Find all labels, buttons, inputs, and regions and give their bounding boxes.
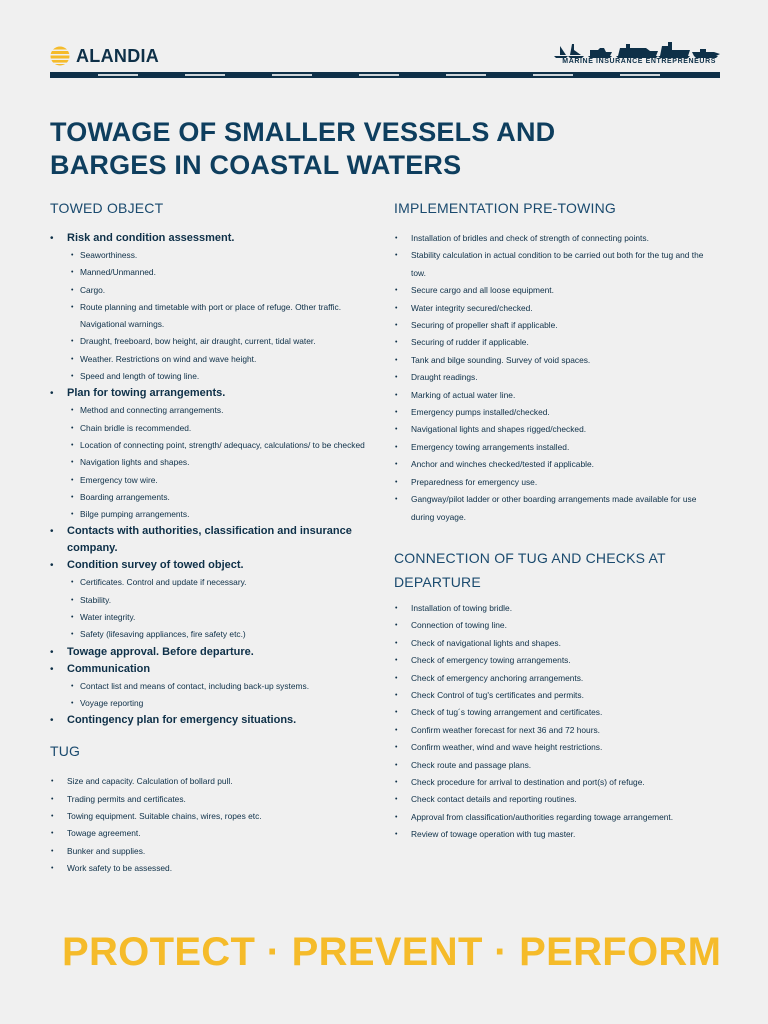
- implementation-item: • Securing of rudder if applicable.: [394, 334, 714, 351]
- header-divider: [50, 72, 720, 78]
- connection-list: [394, 600, 714, 844]
- tug-item: • Work safety to be assessed.: [50, 860, 370, 877]
- towed-object-subitem: • Method and connecting arrangements.: [69, 402, 370, 419]
- towed-object-item: [50, 661, 370, 713]
- towed-object-subitem: • Seaworthiness.: [69, 247, 370, 264]
- towed-object-heading: TOWED OBJECT: [50, 200, 164, 216]
- connection-item: • Check of tug´s towing arrangement and certificates.: [394, 704, 714, 721]
- towed-object-subitem: • Safety (lifesaving appliances, fire safety etc.): [69, 626, 370, 643]
- towed-object-subitem: • Manned/Unmanned.: [69, 264, 370, 281]
- connection-item: • Installation of towing bridle.: [394, 600, 714, 617]
- implementation-item: • Marking of actual water line.: [394, 387, 714, 404]
- tug-item: • Trading permits and certificates.: [50, 791, 370, 808]
- implementation-item: • Emergency towing arrangements installed.: [394, 439, 714, 456]
- alandia-logo: [50, 44, 159, 68]
- tug-list: [50, 773, 370, 877]
- connection-item: • Connection of towing line.: [394, 617, 714, 634]
- towed-object-subitem: • Stability.: [69, 592, 370, 609]
- towed-object-subitem: • Voyage reporting: [69, 695, 370, 712]
- tug-item: • Towage agreement.: [50, 825, 370, 842]
- implementation-item: • Anchor and winches checked/tested if applicable.: [394, 456, 714, 473]
- towed-object-subitem: • Cargo.: [69, 282, 370, 299]
- implementation-heading: IMPLEMENTATION PRE-TOWING: [394, 200, 617, 216]
- towed-object-subitem: • Weather. Restrictions on wind and wave height.: [69, 351, 370, 368]
- implementation-item: • Securing of propeller shaft if applicable.: [394, 317, 714, 334]
- connection-item: • Confirm weather, wind and wave height restrictions.: [394, 739, 714, 756]
- page-header: [50, 40, 720, 80]
- towed-object-item: [50, 644, 370, 661]
- towed-object-item: [50, 523, 370, 557]
- connection-item: • Check of navigational lights and shapes.: [394, 635, 714, 652]
- implementation-item: • Gangway/pilot ladder or other boarding arrangements made available for use during voyage.: [394, 491, 714, 526]
- towed-object-subitem: • Water integrity.: [69, 609, 370, 626]
- tug-item: • Size and capacity. Calculation of bollard pull.: [50, 773, 370, 790]
- tug-item: • Bunker and supplies.: [50, 843, 370, 860]
- implementation-item: • Emergency pumps installed/checked.: [394, 404, 714, 421]
- towed-object-subitem: • Certificates. Control and update if necessary.: [69, 574, 370, 591]
- implementation-item: • Water integrity secured/checked.: [394, 300, 714, 317]
- connection-item: • Check of emergency anchoring arrangements.: [394, 670, 714, 687]
- tug-section: [50, 743, 370, 877]
- left-column: [50, 200, 370, 878]
- towed-object-subitem: • Route planning and timetable with port or place of refuge. Other traffic. Navigational warnings.: [69, 299, 370, 334]
- towed-object-sublist: [67, 402, 370, 523]
- brand-name: ALANDIA: [76, 45, 160, 66]
- towed-object-subitem: • Boarding arrangements.: [69, 489, 370, 506]
- connection-section: [394, 546, 714, 844]
- towed-object-subitem: • Navigation lights and shapes.: [69, 454, 370, 471]
- implementation-item: • Preparedness for emergency use.: [394, 474, 714, 491]
- implementation-item: • Installation of bridles and check of strength of connecting points.: [394, 230, 714, 247]
- towed-object-subitem: • Draught, freeboard, bow height, air draught, current, tidal water.: [69, 333, 370, 350]
- towed-object-item: [50, 385, 370, 523]
- connection-item: • Review of towage operation with tug master.: [394, 826, 714, 843]
- towed-object-list: [50, 230, 370, 729]
- towed-object-subitem: • Chain bridle is recommended.: [69, 420, 370, 437]
- implementation-item: • Tank and bilge sounding. Survey of void spaces.: [394, 352, 714, 369]
- connection-item: • Check contact details and reporting routines.: [394, 791, 714, 808]
- towed-object-item: [50, 557, 370, 643]
- towed-object-item: [50, 230, 370, 385]
- tug-heading: TUG: [50, 743, 81, 760]
- towed-object-item-label: • Condition survey of towed object.: [67, 559, 244, 572]
- towed-object-subitem: • Location of connecting point, strength/ adequacy, calculations/ to be checked: [69, 437, 370, 454]
- connection-item: • Check of emergency towing arrangements.: [394, 652, 714, 669]
- towed-object-subitem: • Speed and length of towing line.: [69, 368, 370, 385]
- towed-object-subitem: • Bilge pumping arrangements.: [69, 506, 370, 523]
- towed-object-subitem: • Contact list and means of contact, including back-up systems.: [69, 678, 370, 695]
- implementation-item: • Navigational lights and shapes rigged/checked.: [394, 421, 714, 438]
- implementation-item: • Secure cargo and all loose equipment.: [394, 282, 714, 299]
- connection-item: • Check Control of tug's certificates and permits.: [394, 687, 714, 704]
- implementation-item: • Draught readings.: [394, 369, 714, 386]
- sun-logo-icon: [50, 46, 70, 66]
- implementation-list: [394, 230, 714, 526]
- towed-object-subitem: • Emergency tow wire.: [69, 472, 370, 489]
- towed-object-sublist: [67, 247, 370, 385]
- connection-item: • Check procedure for arrival to destination and port(s) of refuge.: [394, 774, 714, 791]
- towed-object-item-label: • Contacts with authorities, classification and insurance company.: [67, 525, 352, 555]
- towed-object-item: [50, 712, 370, 729]
- ships-silhouette-icon: [554, 40, 720, 58]
- towed-object-item-label: • Contingency plan for emergency situations.: [67, 714, 297, 727]
- towed-object-item-label: • Plan for towing arrangements.: [67, 387, 226, 400]
- tug-item: • Towing equipment. Suitable chains, wires, ropes etc.: [50, 808, 370, 825]
- towed-object-item-label: • Towage approval. Before departure.: [67, 645, 254, 658]
- connection-heading: CONNECTION OF TUG AND CHECKS AT DEPARTURE: [394, 549, 666, 590]
- brand-tagline: MARINE INSURANCE ENTREPRENEURS: [562, 58, 716, 65]
- towed-object-sublist: [67, 574, 370, 643]
- towed-object-item-label: • Risk and condition assessment.: [67, 232, 235, 244]
- connection-item: • Check route and passage plans.: [394, 757, 714, 774]
- implementation-item: • Stability calculation in actual condition to be carried out both for the tug and the tow.: [394, 247, 714, 282]
- connection-item: • Approval from classification/authorities regarding towage arrangement.: [394, 809, 714, 826]
- towed-object-sublist: [67, 678, 370, 713]
- footer-slogan: PROTECT · PREVENT · PERFORM: [62, 930, 722, 974]
- right-column: [394, 200, 714, 844]
- page-title: TOWAGE OF SMALLER VESSELS AND BARGES IN COASTAL WATERS: [50, 117, 556, 180]
- towed-object-item-label: • Communication: [67, 662, 151, 675]
- connection-item: • Confirm weather forecast for next 36 and 72 hours.: [394, 722, 714, 739]
